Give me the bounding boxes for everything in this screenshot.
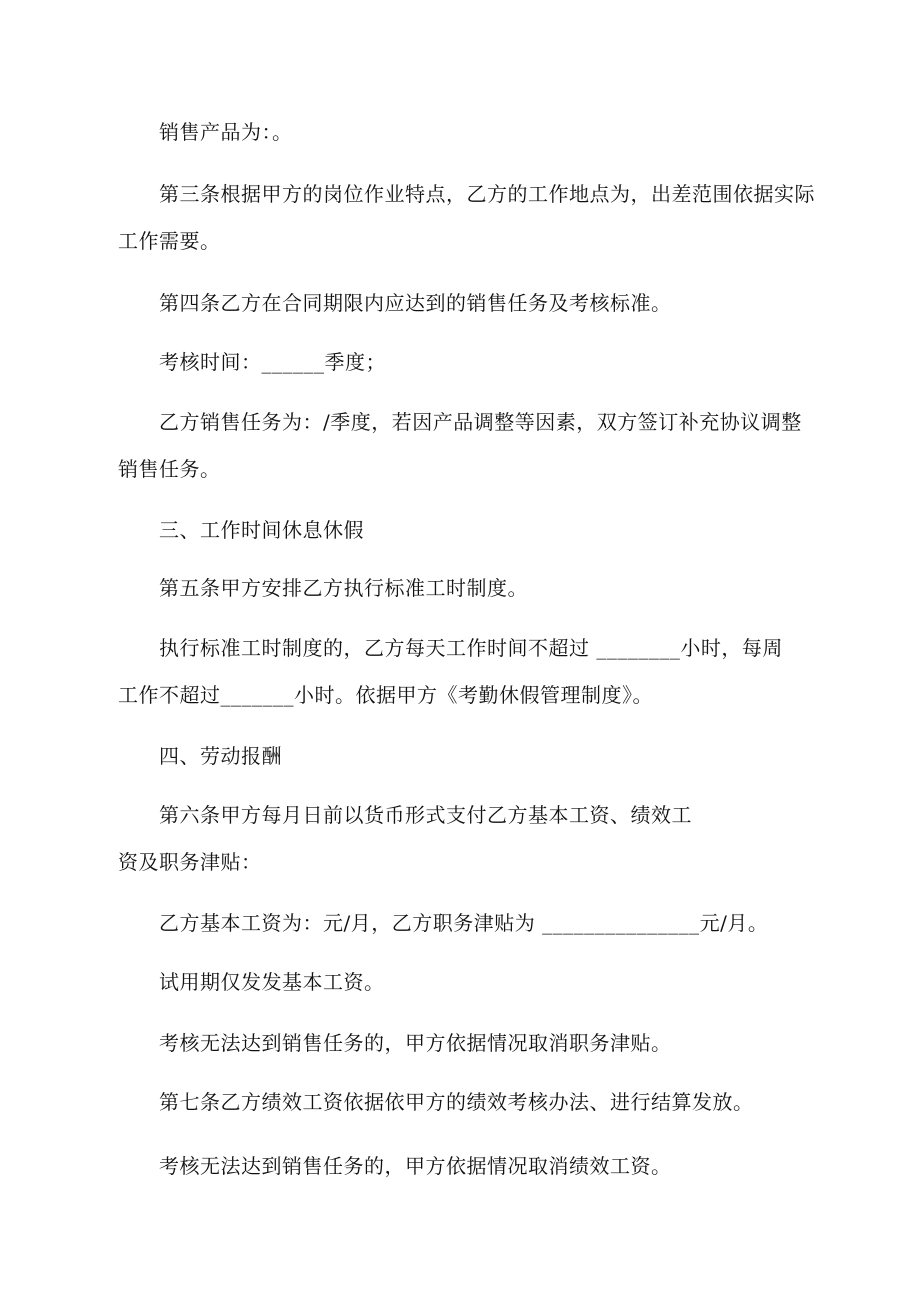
paragraph-article-5: 第五条甲方安排乙方执行标准工时制度。 (159, 576, 528, 600)
paragraph-article-6-line-1: 第六条甲方每月日前以货币形式支付乙方基本工资、绩效工 (159, 803, 692, 827)
paragraph-standard-hours-line-2: 工作不超过_______小时。依据甲方《考勤休假管理制度》。 (118, 683, 653, 707)
section-heading-compensation: 四、劳动报酬 (159, 744, 282, 768)
paragraph-base-salary: 乙方基本工资为：元/月，乙方职务津贴为 _______________元/月。 (159, 911, 769, 935)
paragraph-article-3-line-1: 第三条根据甲方的岗位作业特点，乙方的工作地点为，出差范围依据实际 (159, 182, 815, 206)
paragraph-sales-product: 销售产品为：。 (159, 120, 293, 144)
paragraph-article-6-line-2: 资及职务津贴： (118, 850, 262, 874)
paragraph-article-7: 第七条乙方绩效工资依据依甲方的绩效考核办法、进行结算发放。 (159, 1090, 754, 1114)
paragraph-sales-task-line-2: 销售任务。 (118, 457, 221, 481)
paragraph-article-3-line-2: 工作需要。 (118, 229, 221, 253)
paragraph-article-4: 第四条乙方在合同期限内应达到的销售任务及考核标准。 (159, 291, 672, 315)
paragraph-probation: 试用期仅发发基本工资。 (159, 970, 385, 994)
paragraph-cancel-allowance: 考核无法达到销售任务的，甲方依据情况取消职务津贴。 (159, 1031, 672, 1055)
paragraph-standard-hours-line-1: 执行标准工时制度的，乙方每天工作时间不超过 ________小时，每周 (159, 636, 783, 660)
paragraph-cancel-performance-pay: 考核无法达到销售任务的，甲方依据情况取消绩效工资。 (159, 1154, 672, 1178)
paragraph-assessment-time: 考核时间：______季度； (159, 350, 386, 374)
section-heading-work-hours: 三、工作时间休息休假 (159, 518, 364, 542)
paragraph-sales-task-line-1: 乙方销售任务为：/季度，若因产品调整等因素，双方签订补充协议调整 (159, 410, 802, 434)
